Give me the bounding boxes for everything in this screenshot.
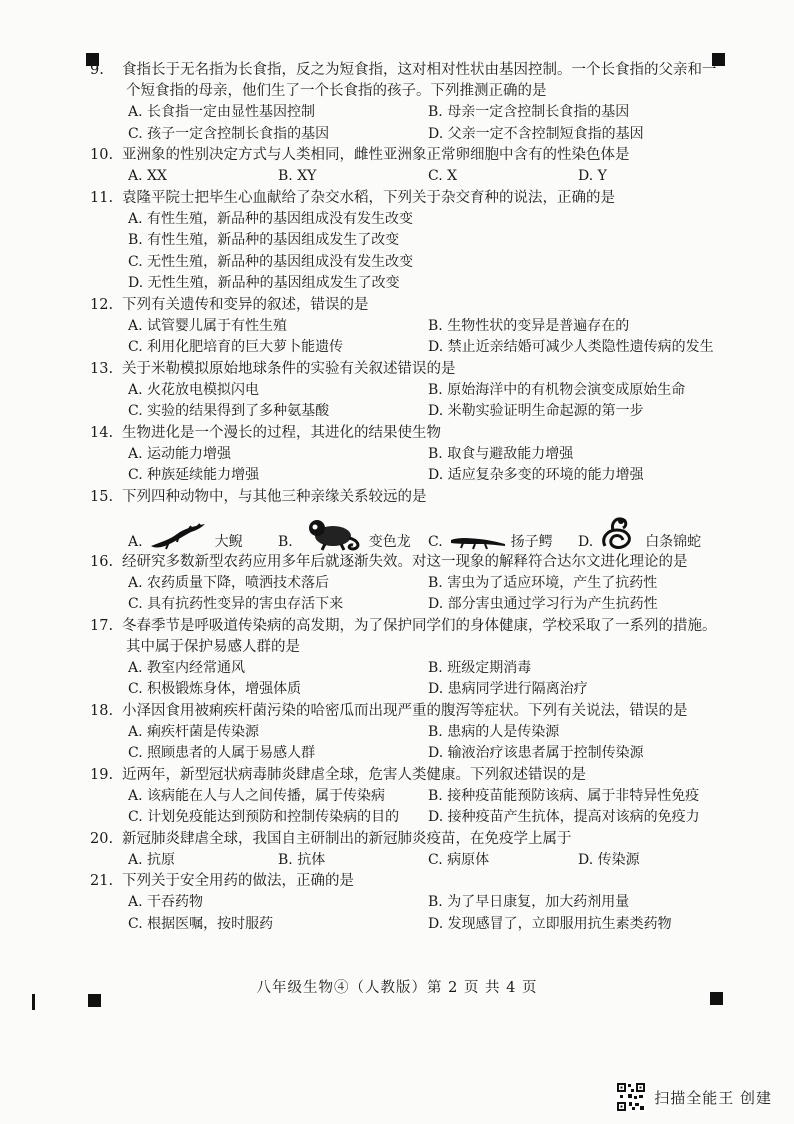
qr-code-icon — [616, 1082, 646, 1112]
option-b — [278, 518, 428, 552]
question-number: 18. — [90, 702, 114, 719]
question-number: 11. — [90, 189, 114, 206]
option-c: C. 根据医嘱，按时服药 — [128, 915, 274, 932]
giant-salamander-icon — [149, 520, 211, 552]
question-stem: 袁隆平院士把毕生心血献给了杂交水稻，下列关于杂交育种的说法，正确的是 — [122, 189, 615, 206]
option-c: C. X — [428, 168, 458, 184]
option-a: A. 长食指一定由显性基因控制 — [128, 104, 316, 120]
question-12 — [90, 295, 730, 359]
question-number: 21. — [90, 873, 114, 889]
option-a: A. 火花放电模拟闪电 — [128, 381, 260, 398]
option-letter: D. — [578, 533, 594, 550]
option-d: D. 传染源 — [578, 851, 640, 868]
question-stem: 生物进化是一个漫长的过程，其进化的结果使生物 — [122, 424, 441, 441]
question-stem: 经研究多数新型农药应用多年后就逐渐失效。对这一现象的解释符合达尔文进化理论的是 — [122, 553, 688, 570]
question-number: 15. — [90, 488, 114, 505]
option-d: D. 无性生殖，新品种的基因组成发生了改变 — [128, 275, 400, 291]
option-d: D. 禁止近亲结婚可减少人类隐性遗传病的发生 — [428, 339, 714, 355]
question-20 — [90, 829, 730, 872]
option-b: B. 原始海洋中的有机物会演变成原始生命 — [428, 381, 686, 398]
question-stem: 近两年，新型冠状病毒肺炎肆虐全球，危害人类健康。下列叙述错误的是 — [122, 766, 586, 783]
option-letter: A. — [128, 533, 143, 550]
option-b: B. 抗体 — [278, 851, 326, 868]
option-d: D. 适应复杂多变的环境的能力增强 — [428, 467, 644, 483]
question-16 — [90, 552, 730, 616]
question-13 — [90, 359, 730, 423]
option-b: B. 取食与避敌能力增强 — [428, 445, 574, 462]
option-d: D. 部分害虫通过学习行为产生抗药性 — [428, 596, 658, 612]
option-c: C. 病原体 — [428, 851, 490, 868]
chameleon-icon — [299, 518, 365, 552]
option-a: A. 农药质量下降，喷洒技术落后 — [128, 574, 330, 591]
question-stem: 小泽因食用被痢疾杆菌污染的哈密瓜而出现严重的腹泻等症状。下列有关说法，错误的是 — [122, 702, 688, 719]
option-c: C. 照顾患者的人属于易感人群 — [128, 745, 316, 761]
option-d: D. 患病同学进行隔离治疗 — [428, 681, 588, 697]
question-21 — [90, 871, 730, 935]
option-c: C. 实验的结果得到了多种氨基酸 — [128, 403, 330, 419]
question-stem: 下列关于安全用药的做法，正确的是 — [122, 873, 354, 889]
alligator-icon — [449, 532, 507, 552]
option-a: A. 运动能力增强 — [128, 445, 232, 462]
option-a: A. 试管婴儿属于有性生殖 — [128, 317, 288, 334]
animal-name: 变色龙 — [368, 533, 411, 550]
option-a: A. 有性生殖，新品种的基因组成没有发生改变 — [128, 210, 414, 227]
option-a: A. 该病能在人与人之间传播，属于传染病 — [128, 787, 386, 804]
option-c — [428, 532, 578, 552]
option-a: A. 干吞药物 — [128, 894, 204, 910]
question-number: 14. — [90, 424, 114, 441]
question-stem: 关于米勒模拟原始地球条件的实验有关叙述错误的是 — [122, 360, 456, 377]
question-number: 9. — [90, 62, 104, 78]
watermark-text: 扫描全能王 创建 — [654, 1088, 772, 1107]
question-stem: 食指长于无名指为长食指，反之为短食指，这对相对性状由基因控制。一个长食指的父亲和一个短食指的母亲，他们生了一个长食指的孩子。下列推测正确的是 — [122, 62, 717, 99]
question-9 — [90, 60, 730, 145]
option-letter: C. — [428, 533, 443, 550]
animal-name: 白条锦蛇 — [645, 533, 702, 550]
question-10 — [90, 145, 730, 188]
option-b: B. 有性生殖，新品种的基因组成发生了改变 — [128, 232, 400, 248]
question-stem: 冬春季节是呼吸道传染病的高发期，为了保护同学们的身体健康，学校采取了一系列的措施。其中属于保护易感人群的是 — [122, 617, 717, 655]
question-list — [90, 60, 730, 935]
question-number: 16. — [90, 553, 114, 570]
option-a: A. 痢疾杆菌是传染源 — [128, 723, 260, 740]
option-b: B. 生物性状的变异是普遍存在的 — [428, 317, 630, 334]
question-stem: 下列四种动物中，与其他三种亲缘关系较远的是 — [122, 488, 427, 505]
option-b: B. 母亲一定含控制长食指的基因 — [428, 104, 630, 120]
option-c: C. 利用化肥培育的巨大萝卜能遗传 — [128, 339, 344, 355]
option-d: D. 输液治疗该患者属于控制传染源 — [428, 745, 644, 761]
option-d: D. 米勒实验证明生命起源的第一步 — [428, 403, 644, 419]
option-a: A. 教室内经常通风 — [128, 659, 246, 676]
option-c: C. 种族延续能力增强 — [128, 467, 260, 483]
question-number: 13. — [90, 360, 114, 377]
animal-name: 大鲵 — [214, 533, 243, 550]
question-14 — [90, 423, 730, 487]
option-letter: B. — [278, 533, 293, 550]
question-17 — [90, 616, 730, 701]
question-stem: 新冠肺炎肆虐全球，我国自主研制出的新冠肺炎疫苗，在免疫学上属于 — [122, 830, 572, 847]
question-stem: 亚洲象的性别决定方式与人类相同，雌性亚洲象正常卵细胞中含有的性染色体是 — [122, 147, 630, 163]
option-c: C. 积极锻炼身体，增强体质 — [128, 681, 302, 697]
option-a: A. 抗原 — [128, 851, 176, 868]
question-19 — [90, 765, 730, 829]
snake-icon — [599, 516, 641, 552]
question-number: 19. — [90, 766, 114, 783]
option-d: D. 接种疫苗产生抗体，提高对该病的免疫力 — [428, 809, 700, 825]
question-15 — [90, 487, 730, 552]
option-d — [578, 516, 728, 552]
option-b: B. 害虫为了适应环境，产生了抗药性 — [428, 574, 658, 591]
option-c: C. 无性生殖，新品种的基因组成没有发生改变 — [128, 253, 414, 270]
option-b: B. 为了早日康复，加大药剂用量 — [428, 894, 630, 910]
question-11 — [90, 188, 730, 295]
question-number: 17. — [90, 617, 114, 634]
option-b: B. XY — [278, 168, 317, 184]
option-d: D. 发现感冒了，立即服用抗生素类药物 — [428, 915, 672, 932]
option-a — [128, 520, 278, 552]
option-b: B. 患病的人是传染源 — [428, 723, 560, 740]
question-18 — [90, 701, 730, 765]
page-footer: 八年级生物④（人教版）第 2 页 共 4 页 — [256, 980, 538, 996]
option-d: D. 父亲一定不含控制短食指的基因 — [428, 125, 644, 142]
option-c: C. 计划免疫能达到预防和控制传染病的目的 — [128, 809, 400, 825]
option-c: C. 孩子一定含控制长食指的基因 — [128, 125, 330, 142]
option-a: A. XX — [128, 168, 167, 184]
question-number: 10. — [90, 147, 114, 163]
question-number: 20. — [90, 830, 114, 847]
option-b: B. 接种疫苗能预防该病、属于非特异性免疫 — [428, 787, 700, 804]
question-number: 12. — [90, 296, 114, 313]
animal-name: 扬子鳄 — [510, 533, 553, 550]
option-d: D. Y — [578, 168, 607, 184]
question-stem: 下列有关遗传和变异的叙述，错误的是 — [122, 296, 369, 313]
scanner-watermark — [616, 1082, 772, 1112]
option-b: B. 班级定期消毒 — [428, 659, 532, 676]
option-c: C. 具有抗药性变异的害虫存活下来 — [128, 596, 344, 612]
